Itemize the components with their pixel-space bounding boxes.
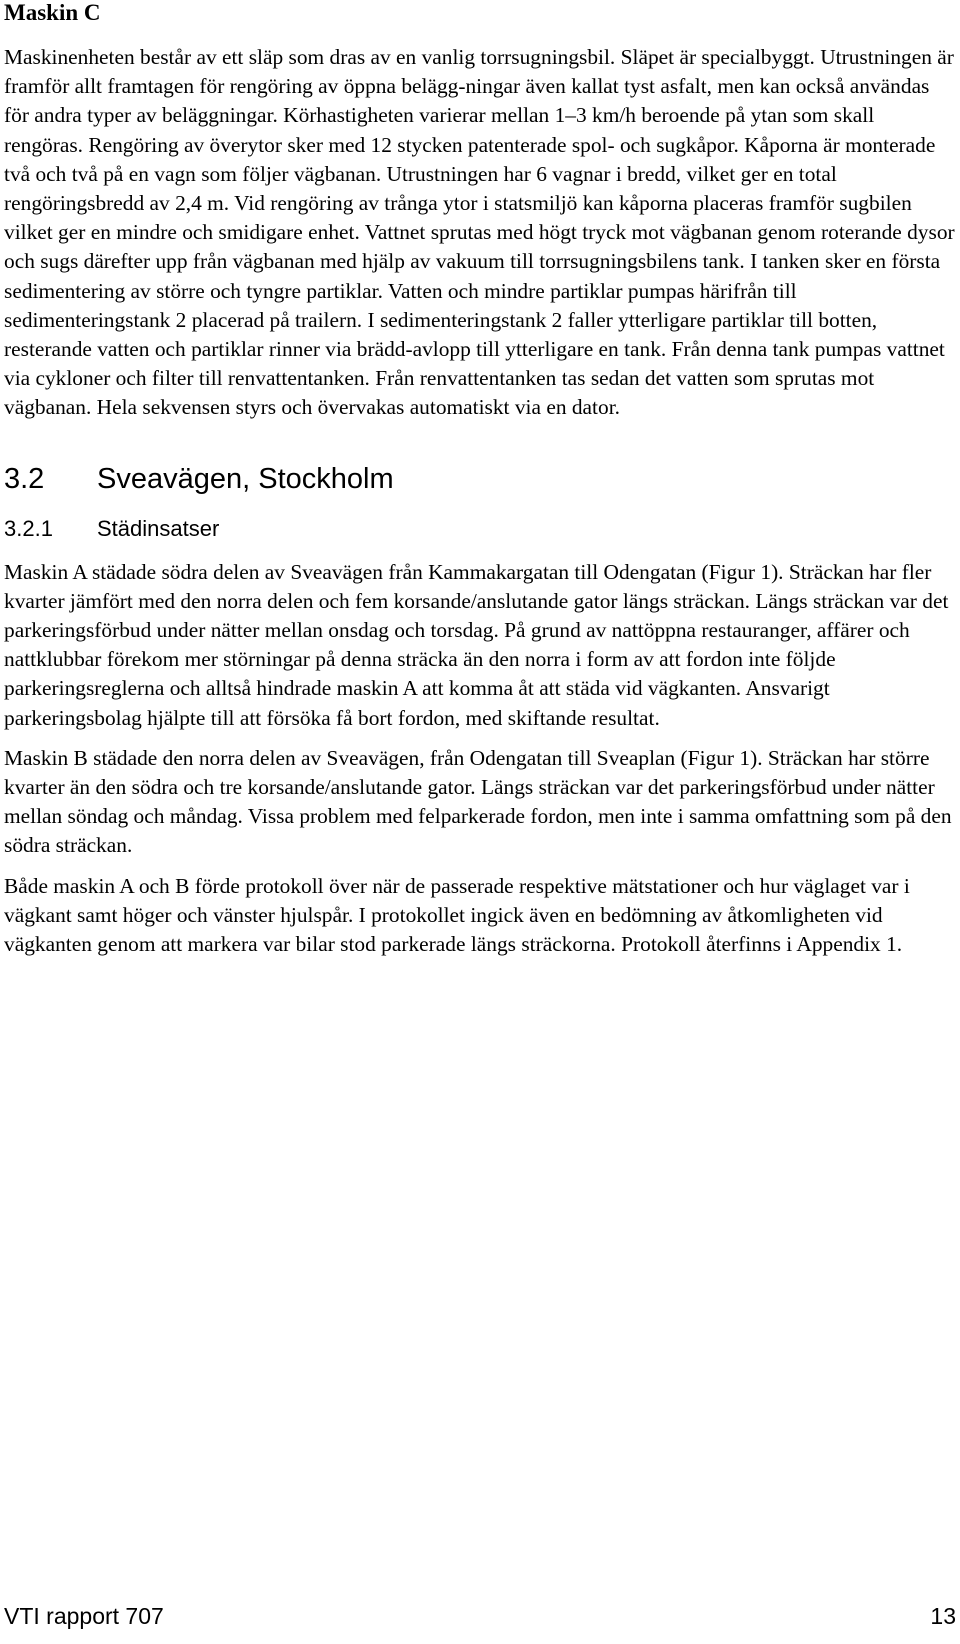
paragraph-protokoll: Både maskin A och B förde protokoll över när de passerade respektive mätstationer och hur väglaget var i vägkant samt höger och vänster hjulspår. I protokollet ingick även en bedömning av åtkomligheten vid vägkanten genom att markera var bilar stod parkerade längs sträckorna. Protokoll återfinns i Appendix 1.	[4, 873, 910, 957]
heading-3-2	[4, 462, 956, 496]
document-page	[4, 0, 956, 959]
footer-report-name: VTI rapport 707	[4, 1603, 164, 1629]
heading-3-2-1-number: 3.2.1	[4, 515, 53, 541]
footer-page-number: 13	[930, 1603, 956, 1629]
paragraph-maskin-c-intro	[4, 43, 956, 423]
paragraph-maskin-a: Maskin A städade södra delen av Sveavägen från Kammakargatan till Odengatan (Figur 1). Sträckan har fler kvarter jämfört med den norra delen och fem korsande/anslutande gator längs sträckan. Längs sträckan var det parkeringsförbud under nätter mellan onsdag och torsdag. På grund av nattöppna restauranger, affärer och nattklubbar förekom mer störningar på denna sträcka än den norra i form av att fordon inte följde parkeringsreglerna och alltså hindrade maskin A att komma åt att städa vid vägkanten. Ansvarigt parkeringsbolag hjälpte till att försöka få bort fordon, med skiftande resultat.	[4, 559, 949, 730]
paragraph-maskin-c-part1: Maskinenheten består av ett släp som dras av en vanlig torrsugningsbil. Släpet är specialbyggt. Utrustningen är framför allt framtagen för rengöring av öppna belägg-ningar även kallat tyst asfalt, men kan också användas för andra typer av beläggningar. Körhastigheten varierar mellan 1–3 km/h beroende på ytan som skall rengöras. Rengöring av överytor sker med 12 stycken patenterade spol- och sugkåpor. Kåporna är monterade två och två på en vagn som följer vägbanan. Utrustningen har 6 vagnar i bredd, vilket ger en total rengöringsbredd av 2,4 m. Vid rengöring av trånga ytor i statsmiljö kan kåporna placeras framför sugbilen vilket ger en mindre och smidigare enhet.	[4, 45, 954, 245]
heading-3-2-number: 3.2	[4, 462, 45, 495]
heading-3-2-1-title: Städinsatser	[97, 515, 220, 541]
heading-3-2-title: Sveavägen, Stockholm	[97, 462, 394, 495]
page-footer	[4, 1603, 956, 1630]
heading-3-2-1	[4, 516, 956, 542]
paragraph-maskin-b: Maskin B städade den norra delen av Sveavägen, från Odengatan till Sveaplan (Figur 1). Sträckan har större kvarter än den södra och tre korsande/anslutande gator. Längs sträckan var det parkeringsförbud under nätter mellan söndag och måndag. Vissa problem med felparkerade fordon, men inte i samma omfattning som på den södra sträckan.	[4, 745, 952, 858]
paragraph-maskin-c-part2: Vattnet sprutas med högt tryck mot vägbanan genom roterande dysor och sugs därefter upp från vägbanan med hjälp av vakuum till torrsugningsbilens tank. I tanken sker en första sedimentering av större och tyngre partiklar. Vatten och mindre partiklar pumpas härifrån till sedimenteringstank 2 placerad på trailern. I sedimenteringstank 2 faller ytterligare partiklar till botten, resterande vatten och partiklar rinner via brädd-avlopp till ytterligare en tank. Från denna tank pumpas vattnet via cykloner och filter till renvattentanken. Från renvattentanken tas sedan det vatten som sprutas mot vägbanan. Hela sekvensen styrs och övervakas automatiskt via en dator.	[4, 220, 955, 420]
section-heading-maskin-c: Maskin C	[4, 0, 101, 25]
